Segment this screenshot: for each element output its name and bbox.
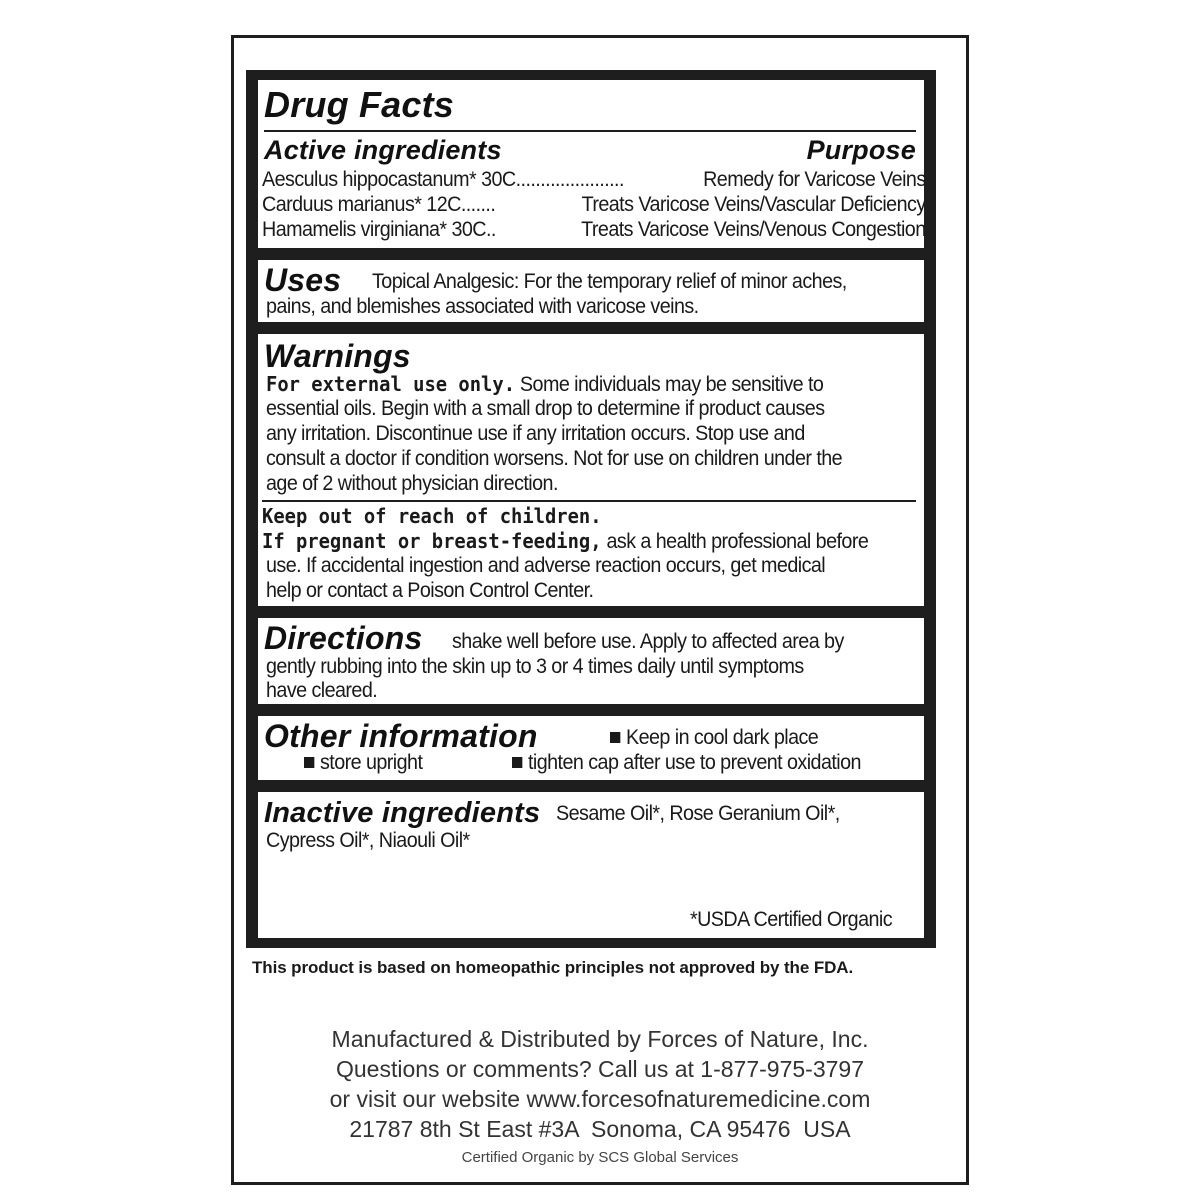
inactive-ingredients-heading: Inactive ingredients xyxy=(264,797,541,829)
warnings-divider xyxy=(262,500,916,502)
footer-address: 21787 8th St East #3A Sonoma, CA 95476 USA xyxy=(349,1116,851,1142)
ingredient-name: Carduus marianus* 12C xyxy=(262,193,461,216)
uses-line-1: Topical Analgesic: For the temporary relief of minor aches, xyxy=(372,270,847,293)
uses-panel xyxy=(258,260,924,322)
footer-phone: Questions or comments? Call us at 1-877-975-3797 xyxy=(335,1056,864,1082)
directions-heading: Directions xyxy=(264,620,423,656)
external-use-bold: For external use only. xyxy=(266,372,516,396)
uses-line-2: pains, and blemishes associated with varicose veins. xyxy=(266,295,699,318)
purpose-heading: Purpose xyxy=(806,135,916,165)
footer-manufacturer: Manufactured & Distributed by Forces of Nature, Inc. xyxy=(331,1026,869,1052)
leader-dots: ...................... xyxy=(515,168,624,191)
directions-panel xyxy=(258,618,924,704)
pregnant-bold: If pregnant or breast-feeding, xyxy=(262,529,602,553)
warnings-line-3: any irritation. Discontinue use if any irritation occurs. Stop use and xyxy=(266,422,805,445)
bullet-square-icon xyxy=(610,732,620,743)
bullet-square-icon xyxy=(512,757,522,768)
other-item-upright: store upright xyxy=(304,751,422,776)
directions-line-2: gently rubbing into the skin up to 3 or 4 times daily until symptoms xyxy=(266,655,804,678)
warnings-line-6: If pregnant or breast-feeding, ask a health professional before xyxy=(262,529,869,553)
ingredient-name: Aesculus hippocastanum* 30C xyxy=(262,168,516,191)
active-ingredient-row-1 xyxy=(262,168,926,193)
drug-facts-box xyxy=(246,70,936,948)
footer-certification: Certified Organic by SCS Global Services xyxy=(461,1149,739,1166)
active-ingredient-row-3 xyxy=(262,218,926,243)
warnings-line-2: essential oils. Begin with a small drop to determine if product causes xyxy=(266,397,825,420)
active-ingredients-heading: Active ingredients xyxy=(264,135,502,165)
other-item-cool-dark: Keep in cool dark place xyxy=(610,726,818,751)
inactive-ingredients-panel xyxy=(258,792,924,938)
warnings-heading: Warnings xyxy=(264,338,411,374)
active-ingredients-panel xyxy=(258,80,924,248)
warnings-line-4: consult a doctor if condition worsens. Not for use on children under the xyxy=(266,447,843,470)
directions-line-3: have cleared. xyxy=(266,679,378,702)
warnings-line-5: age of 2 without physician direction. xyxy=(266,472,558,495)
inactive-line-2: Cypress Oil*, Niaouli Oil* xyxy=(266,829,470,852)
directions-line-1: shake well before use. Apply to affected area by xyxy=(452,630,844,653)
ingredient-purpose: Treats Varicose Veins/Venous Congestion xyxy=(581,218,926,241)
keep-out-of-reach: Keep out of reach of children. xyxy=(262,504,602,528)
warnings-panel xyxy=(258,334,924,606)
drug-facts-title: Drug Facts xyxy=(264,84,455,125)
leader-dots: ....... xyxy=(460,193,496,216)
uses-heading: Uses xyxy=(264,262,342,298)
other-item-tighten-cap: tighten cap after use to prevent oxidation xyxy=(512,751,861,776)
bullet-square-icon xyxy=(304,757,314,768)
inactive-line-1: Sesame Oil*, Rose Geranium Oil*, xyxy=(556,802,840,825)
warnings-line-8: help or contact a Poison Control Center. xyxy=(266,579,594,602)
other-information-panel xyxy=(258,716,924,780)
leader-dots: .. xyxy=(485,218,496,241)
other-information-heading: Other information xyxy=(264,718,538,754)
ingredient-purpose: Treats Varicose Veins/Vascular Deficiency xyxy=(581,193,926,216)
fda-disclaimer: This product is based on homeopathic principles not approved by the FDA. xyxy=(252,958,854,977)
title-divider xyxy=(264,130,916,132)
warnings-line-7: use. If accidental ingestion and adverse reaction occurs, get medical xyxy=(266,554,826,577)
footer-website: or visit our website www.forcesofnaturemedicine.com xyxy=(329,1086,871,1112)
active-ingredient-row-2 xyxy=(262,193,926,218)
ingredient-purpose: Remedy for Varicose Veins xyxy=(703,168,926,191)
usda-organic-note: *USDA Certified Organic xyxy=(690,908,893,931)
ingredient-name: Hamamelis virginiana* 30C xyxy=(262,218,486,241)
warnings-line-1: For external use only. Some individuals may be sensitive to xyxy=(266,372,824,396)
